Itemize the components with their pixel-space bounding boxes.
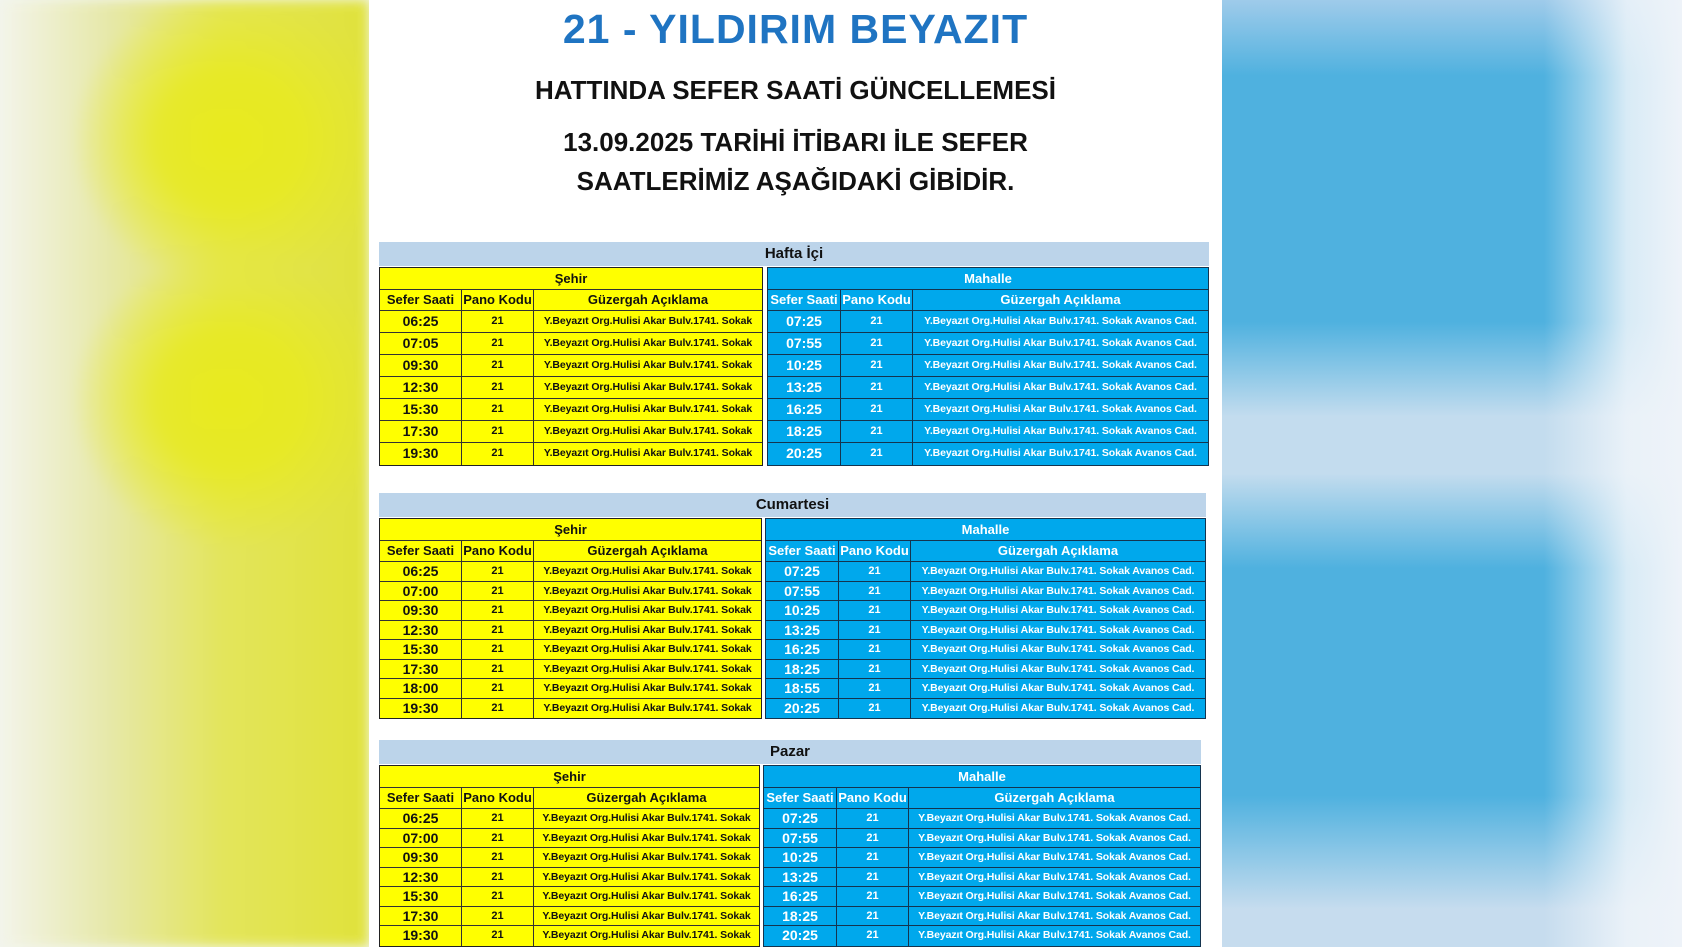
table-row [380, 907, 759, 927]
route-description: Y.Beyazıt Org.Hulisi Akar Bulv.1741. Sokak [543, 403, 753, 415]
table-row [380, 640, 761, 660]
board-code: 21 [839, 601, 911, 620]
sehir-table [379, 267, 763, 466]
board-code: 21 [841, 355, 913, 376]
sehir-table [379, 765, 760, 947]
route-description: Y.Beyazıt Org.Hulisi Akar Bulv.1741. Sokak Avanos Cad. [921, 662, 1195, 675]
departure-time: 12:30 [380, 868, 462, 887]
table-row [768, 377, 1208, 399]
departure-time: 07:55 [764, 829, 837, 848]
departure-time: 06:25 [380, 809, 462, 828]
board-code: 21 [462, 640, 534, 659]
board-code: 21 [462, 699, 534, 719]
board-code: 21 [462, 562, 534, 581]
col-header-guzergah: Güzergah Açıklama [994, 790, 1115, 805]
table-row [380, 443, 762, 465]
column-header-row [380, 788, 759, 809]
blurred-background-left [0, 0, 369, 947]
board-code: 21 [462, 582, 534, 601]
board-code: 21 [462, 868, 534, 887]
route-description: Y.Beyazıt Org.Hulisi Akar Bulv.1741. Sokak [543, 662, 752, 675]
board-code: 21 [841, 377, 913, 398]
board-code: 21 [462, 333, 534, 354]
mahalle-table [763, 765, 1201, 947]
table-row [380, 355, 762, 377]
route-description: Y.Beyazıt Org.Hulisi Akar Bulv.1741. Sokak Avanos Cad. [918, 870, 1191, 883]
table-row [764, 907, 1200, 927]
departure-time: 16:25 [768, 399, 841, 420]
route-description: Y.Beyazıt Org.Hulisi Akar Bulv.1741. Sokak Avanos Cad. [921, 584, 1195, 597]
table-row [766, 699, 1205, 719]
notice-line-1: 13.09.2025 TARİHİ İTİBARI İLE SEFER [563, 127, 1028, 157]
departure-time: 18:55 [766, 679, 839, 698]
table-row [380, 601, 761, 621]
departure-time: 17:30 [380, 660, 462, 679]
route-description: Y.Beyazıt Org.Hulisi Akar Bulv.1741. Sokak Avanos Cad. [918, 851, 1191, 863]
table-row [380, 311, 762, 333]
table-row [380, 377, 762, 399]
column-header-row [764, 788, 1200, 809]
col-header-sefer-saati: Sefer Saati [380, 541, 462, 561]
table-row [380, 660, 761, 680]
table-row [380, 809, 759, 829]
board-code: 21 [462, 660, 534, 679]
departure-time: 10:25 [768, 355, 841, 376]
table-row [380, 621, 761, 641]
departure-time: 20:25 [764, 926, 837, 946]
departure-time: 10:25 [766, 601, 839, 620]
board-code: 21 [837, 868, 909, 887]
table-row [768, 333, 1208, 355]
departure-time: 07:25 [766, 562, 839, 581]
departure-time: 18:25 [764, 907, 837, 926]
route-description: Y.Beyazıt Org.Hulisi Akar Bulv.1741. Sokak Avanos Cad. [924, 447, 1197, 459]
col-header-sefer-saati: Sefer Saati [766, 541, 839, 561]
route-description: Y.Beyazıt Org.Hulisi Akar Bulv.1741. Sokak Avanos Cad. [921, 701, 1195, 714]
route-description: Y.Beyazıt Org.Hulisi Akar Bulv.1741. Sokak [543, 584, 752, 597]
route-description: Y.Beyazıt Org.Hulisi Akar Bulv.1741. Sokak [542, 929, 751, 941]
departure-time: 20:25 [768, 443, 841, 465]
departure-time: 17:30 [380, 421, 462, 442]
mahalle-group-header: Mahalle [768, 268, 1208, 290]
board-code: 21 [839, 562, 911, 581]
board-code: 21 [837, 907, 909, 926]
route-description: Y.Beyazıt Org.Hulisi Akar Bulv.1741. Sokak [543, 359, 753, 371]
board-code: 21 [837, 829, 909, 848]
route-description: Y.Beyazıt Org.Hulisi Akar Bulv.1741. Sokak Avanos Cad. [918, 831, 1191, 844]
departure-time: 09:30 [380, 601, 462, 620]
table-row [380, 848, 759, 868]
col-header-guzergah: Güzergah Açıklama [1000, 292, 1121, 307]
departure-time: 19:30 [380, 443, 462, 465]
table-row [764, 868, 1200, 888]
table-row [380, 926, 759, 946]
route-description: Y.Beyazıt Org.Hulisi Akar Bulv.1741. Sokak Avanos Cad. [924, 315, 1197, 327]
table-row [764, 848, 1200, 868]
mahalle-table [767, 267, 1209, 466]
column-header-row [768, 290, 1208, 311]
line-title: 21 - YILDIRIM BEYAZIT [562, 6, 1029, 52]
route-description: Y.Beyazıt Org.Hulisi Akar Bulv.1741. Sokak Avanos Cad. [921, 604, 1195, 616]
departure-time: 20:25 [766, 699, 839, 719]
mahalle-group-header: Mahalle [766, 519, 1205, 541]
col-header-sefer-saati: Sefer Saati [380, 290, 462, 310]
route-description: Y.Beyazıt Org.Hulisi Akar Bulv.1741. Sokak Avanos Cad. [918, 890, 1191, 902]
departure-time: 17:30 [380, 907, 462, 926]
departure-time: 18:25 [768, 421, 841, 442]
table-row [768, 355, 1208, 377]
route-description: Y.Beyazıt Org.Hulisi Akar Bulv.1741. Sokak Avanos Cad. [921, 682, 1195, 694]
departure-time: 19:30 [380, 699, 462, 719]
route-description: Y.Beyazıt Org.Hulisi Akar Bulv.1741. Sokak [543, 565, 752, 577]
route-description: Y.Beyazıt Org.Hulisi Akar Bulv.1741. Sokak [542, 851, 751, 863]
board-code: 21 [839, 640, 911, 659]
route-description: Y.Beyazıt Org.Hulisi Akar Bulv.1741. Sokak Avanos Cad. [924, 381, 1197, 393]
route-description: Y.Beyazıt Org.Hulisi Akar Bulv.1741. Sokak [542, 909, 751, 922]
column-header-row [380, 290, 762, 311]
route-description: Y.Beyazıt Org.Hulisi Akar Bulv.1741. Sokak Avanos Cad. [921, 643, 1195, 655]
table-row [380, 699, 761, 719]
route-description: Y.Beyazıt Org.Hulisi Akar Bulv.1741. Sokak [543, 447, 753, 459]
table-row [380, 399, 762, 421]
table-row [764, 829, 1200, 849]
board-code: 21 [839, 621, 911, 640]
table-row [766, 679, 1205, 699]
route-description: Y.Beyazıt Org.Hulisi Akar Bulv.1741. Sokak Avanos Cad. [924, 403, 1197, 415]
route-description: Y.Beyazıt Org.Hulisi Akar Bulv.1741. Sokak Avanos Cad. [918, 909, 1191, 922]
col-header-pano-kodu: Pano Kodu [462, 541, 534, 561]
board-code: 21 [839, 679, 911, 698]
board-code: 21 [841, 399, 913, 420]
departure-time: 07:00 [380, 582, 462, 601]
column-header-row [766, 541, 1205, 562]
table-row [766, 562, 1205, 582]
board-code: 21 [462, 848, 534, 867]
table-row [768, 399, 1208, 421]
board-code: 21 [462, 355, 534, 376]
departure-time: 07:25 [764, 809, 837, 828]
sehir-group-header: Şehir [380, 766, 759, 788]
route-description: Y.Beyazıt Org.Hulisi Akar Bulv.1741. Sokak [543, 337, 753, 349]
announcement-page [369, 0, 1222, 947]
departure-time: 15:30 [380, 640, 462, 659]
sehir-table [379, 518, 762, 719]
col-header-guzergah: Güzergah Açıklama [586, 790, 707, 805]
board-code: 21 [837, 887, 909, 906]
col-header-pano-kodu: Pano Kodu [837, 788, 909, 808]
subtitle: HATTINDA SEFER SAATİ GÜNCELLEMESİ [535, 75, 1056, 105]
departure-time: 15:30 [380, 399, 462, 420]
departure-time: 19:30 [380, 926, 462, 946]
table-row [380, 887, 759, 907]
route-description: Y.Beyazıt Org.Hulisi Akar Bulv.1741. Sokak [543, 315, 753, 327]
board-code: 21 [462, 377, 534, 398]
departure-time: 18:25 [766, 660, 839, 679]
board-code: 21 [839, 660, 911, 679]
table-row [380, 868, 759, 888]
table-row [766, 660, 1205, 680]
col-header-guzergah: Güzergah Açıklama [997, 543, 1119, 558]
board-code: 21 [837, 809, 909, 828]
board-code: 21 [841, 421, 913, 442]
departure-time: 13:25 [768, 377, 841, 398]
departure-time: 12:30 [380, 377, 462, 398]
table-row [380, 333, 762, 355]
col-header-sefer-saati: Sefer Saati [380, 788, 462, 808]
table-row [764, 809, 1200, 829]
table-row [380, 829, 759, 849]
board-code: 21 [462, 621, 534, 640]
route-description: Y.Beyazıt Org.Hulisi Akar Bulv.1741. Sokak [543, 623, 752, 636]
board-code: 21 [841, 311, 913, 332]
table-row [766, 621, 1205, 641]
board-code: 21 [462, 926, 534, 946]
departure-time: 16:25 [766, 640, 839, 659]
col-header-guzergah: Güzergah Açıklama [587, 292, 709, 307]
route-description: Y.Beyazıt Org.Hulisi Akar Bulv.1741. Sokak [542, 890, 751, 902]
departure-time: 15:30 [380, 887, 462, 906]
col-header-sefer-saati: Sefer Saati [768, 290, 841, 310]
departure-time: 13:25 [766, 621, 839, 640]
route-description: Y.Beyazıt Org.Hulisi Akar Bulv.1741. Sokak [543, 425, 753, 437]
departure-time: 09:30 [380, 848, 462, 867]
departure-time: 07:25 [768, 311, 841, 332]
notice-line-2: SAATLERİMİZ AŞAĞIDAKİ GİBİDİR. [576, 166, 1015, 196]
route-description: Y.Beyazıt Org.Hulisi Akar Bulv.1741. Sokak [542, 831, 751, 844]
departure-time: 07:55 [768, 333, 841, 354]
column-header-row [380, 541, 761, 562]
table-row [764, 887, 1200, 907]
route-description: Y.Beyazıt Org.Hulisi Akar Bulv.1741. Sokak Avanos Cad. [924, 359, 1197, 371]
board-code: 21 [462, 907, 534, 926]
route-description: Y.Beyazıt Org.Hulisi Akar Bulv.1741. Sokak Avanos Cad. [924, 425, 1197, 437]
route-description: Y.Beyazıt Org.Hulisi Akar Bulv.1741. Sokak [543, 604, 752, 616]
board-code: 21 [462, 679, 534, 698]
table-row [380, 679, 761, 699]
table-row [768, 421, 1208, 443]
table-row [766, 640, 1205, 660]
schedule-title: Hafta İçi [379, 242, 1209, 266]
route-description: Y.Beyazıt Org.Hulisi Akar Bulv.1741. Sokak [543, 682, 752, 694]
departure-time: 10:25 [764, 848, 837, 867]
route-description: Y.Beyazıt Org.Hulisi Akar Bulv.1741. Sokak Avanos Cad. [918, 929, 1191, 941]
route-description: Y.Beyazıt Org.Hulisi Akar Bulv.1741. Sokak Avanos Cad. [921, 623, 1195, 636]
board-code: 21 [462, 311, 534, 332]
route-description: Y.Beyazıt Org.Hulisi Akar Bulv.1741. Sokak [542, 812, 751, 824]
board-code: 21 [837, 848, 909, 867]
departure-time: 13:25 [764, 868, 837, 887]
schedule-title: Pazar [379, 740, 1201, 764]
col-header-guzergah: Güzergah Açıklama [587, 543, 708, 558]
board-code: 21 [462, 443, 534, 465]
departure-time: 12:30 [380, 621, 462, 640]
route-description: Y.Beyazıt Org.Hulisi Akar Bulv.1741. Sokak [542, 870, 751, 883]
table-row [380, 421, 762, 443]
sehir-group-header: Şehir [380, 519, 761, 541]
board-code: 21 [462, 601, 534, 620]
blurred-background-right [1222, 0, 1682, 947]
board-code: 21 [839, 582, 911, 601]
board-code: 21 [837, 926, 909, 946]
departure-time: 06:25 [380, 311, 462, 332]
table-row [768, 311, 1208, 333]
board-code: 21 [462, 399, 534, 420]
col-header-pano-kodu: Pano Kodu [841, 290, 913, 310]
board-code: 21 [841, 443, 913, 465]
table-row [380, 562, 761, 582]
route-description: Y.Beyazıt Org.Hulisi Akar Bulv.1741. Sokak Avanos Cad. [918, 812, 1191, 824]
route-description: Y.Beyazıt Org.Hulisi Akar Bulv.1741. Sokak [543, 643, 752, 655]
route-description: Y.Beyazıt Org.Hulisi Akar Bulv.1741. Sokak [543, 381, 753, 393]
table-row [380, 582, 761, 602]
departure-time: 18:00 [380, 679, 462, 698]
col-header-pano-kodu: Pano Kodu [462, 290, 534, 310]
departure-time: 07:55 [766, 582, 839, 601]
mahalle-table [765, 518, 1206, 719]
table-row [768, 443, 1208, 465]
departure-time: 16:25 [764, 887, 837, 906]
col-header-pano-kodu: Pano Kodu [462, 788, 534, 808]
board-code: 21 [462, 421, 534, 442]
departure-time: 09:30 [380, 355, 462, 376]
sehir-group-header: Şehir [380, 268, 762, 290]
board-code: 21 [462, 829, 534, 848]
col-header-sefer-saati: Sefer Saati [764, 788, 837, 808]
mahalle-group-header: Mahalle [764, 766, 1200, 788]
col-header-pano-kodu: Pano Kodu [839, 541, 911, 561]
departure-time: 07:05 [380, 333, 462, 354]
departure-time: 06:25 [380, 562, 462, 581]
route-description: Y.Beyazıt Org.Hulisi Akar Bulv.1741. Sokak Avanos Cad. [921, 565, 1195, 577]
table-row [764, 926, 1200, 946]
board-code: 21 [841, 333, 913, 354]
route-description: Y.Beyazıt Org.Hulisi Akar Bulv.1741. Sokak [543, 701, 752, 714]
table-row [766, 582, 1205, 602]
departure-time: 07:00 [380, 829, 462, 848]
route-description: Y.Beyazıt Org.Hulisi Akar Bulv.1741. Sokak Avanos Cad. [924, 337, 1197, 349]
table-row [766, 601, 1205, 621]
board-code: 21 [462, 809, 534, 828]
schedule-title: Cumartesi [379, 493, 1206, 517]
board-code: 21 [839, 699, 911, 719]
board-code: 21 [462, 887, 534, 906]
